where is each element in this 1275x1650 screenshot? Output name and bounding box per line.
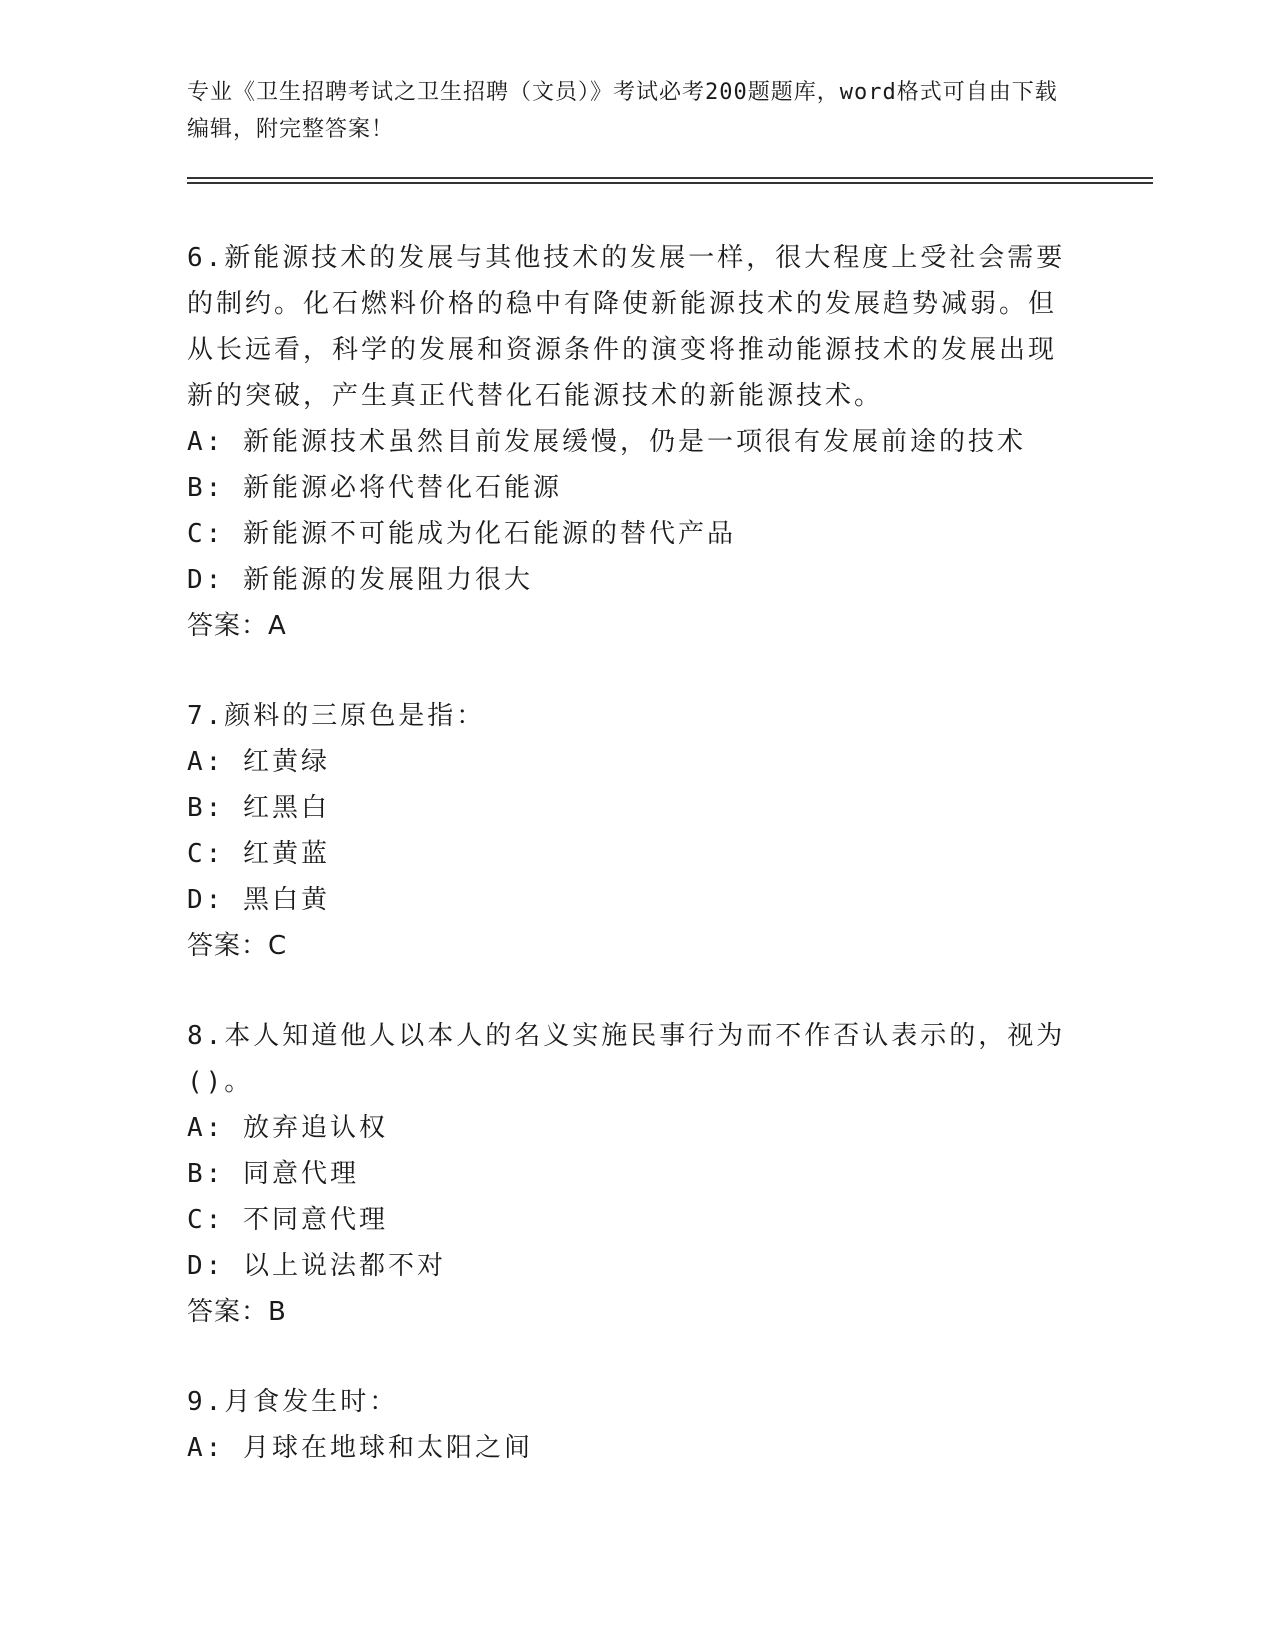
option-b: B: 红黑白 [187,793,330,823]
option-a: A: 新能源技术虽然目前发展缓慢，仍是一项很有发展前途的技术 [187,427,1026,457]
question-item [187,235,1067,649]
document-header: 专业《卫生招聘考试之卫生招聘（文员）》考试必考200题题库，word格式可自由下载编辑，附完整答案！ [187,80,1058,142]
question-list [187,235,1067,1515]
option-d: D: 新能源的发展阻力很大 [187,565,533,595]
option-d: D: 以上说法都不对 [187,1251,446,1281]
question-stem: 6.新能源技术的发展与其他技术的发展一样，很大程度上受社会需要的制约。化石燃料价格的稳中有降使新能源技术的发展趋势减弱。但从长远看，科学的发展和资源条件的演变将推动能源技术的发展出现新的突破，产生真正代替化石能源技术的新能源技术。 [187,243,1066,411]
question-stem: 8.本人知道他人以本人的名义实施民事行为而不作否认表示的，视为()。 [187,1021,1066,1097]
option-a: A: 月球在地球和太阳之间 [187,1433,533,1463]
option-d: D: 黑白黄 [187,885,330,915]
question-stem: 7.颜料的三原色是指： [187,701,486,731]
option-c: C: 红黄蓝 [187,839,330,869]
option-b: B: 同意代理 [187,1159,359,1189]
question-item [187,1013,1067,1335]
option-a: A: 红黄绿 [187,747,330,777]
option-a: A: 放弃追认权 [187,1113,388,1143]
option-c: C: 新能源不可能成为化石能源的替代产品 [187,519,736,549]
header-divider-bottom [187,182,1153,184]
option-b: B: 新能源必将代替化石能源 [187,473,562,503]
answer: 答案：A [187,611,287,641]
header-divider-top [187,177,1153,179]
question-item [187,693,1067,969]
question-stem: 9.月食发生时： [187,1387,399,1417]
question-item [187,1379,1067,1471]
answer: 答案：B [187,1297,287,1327]
answer: 答案：C [187,931,288,961]
option-c: C: 不同意代理 [187,1205,388,1235]
